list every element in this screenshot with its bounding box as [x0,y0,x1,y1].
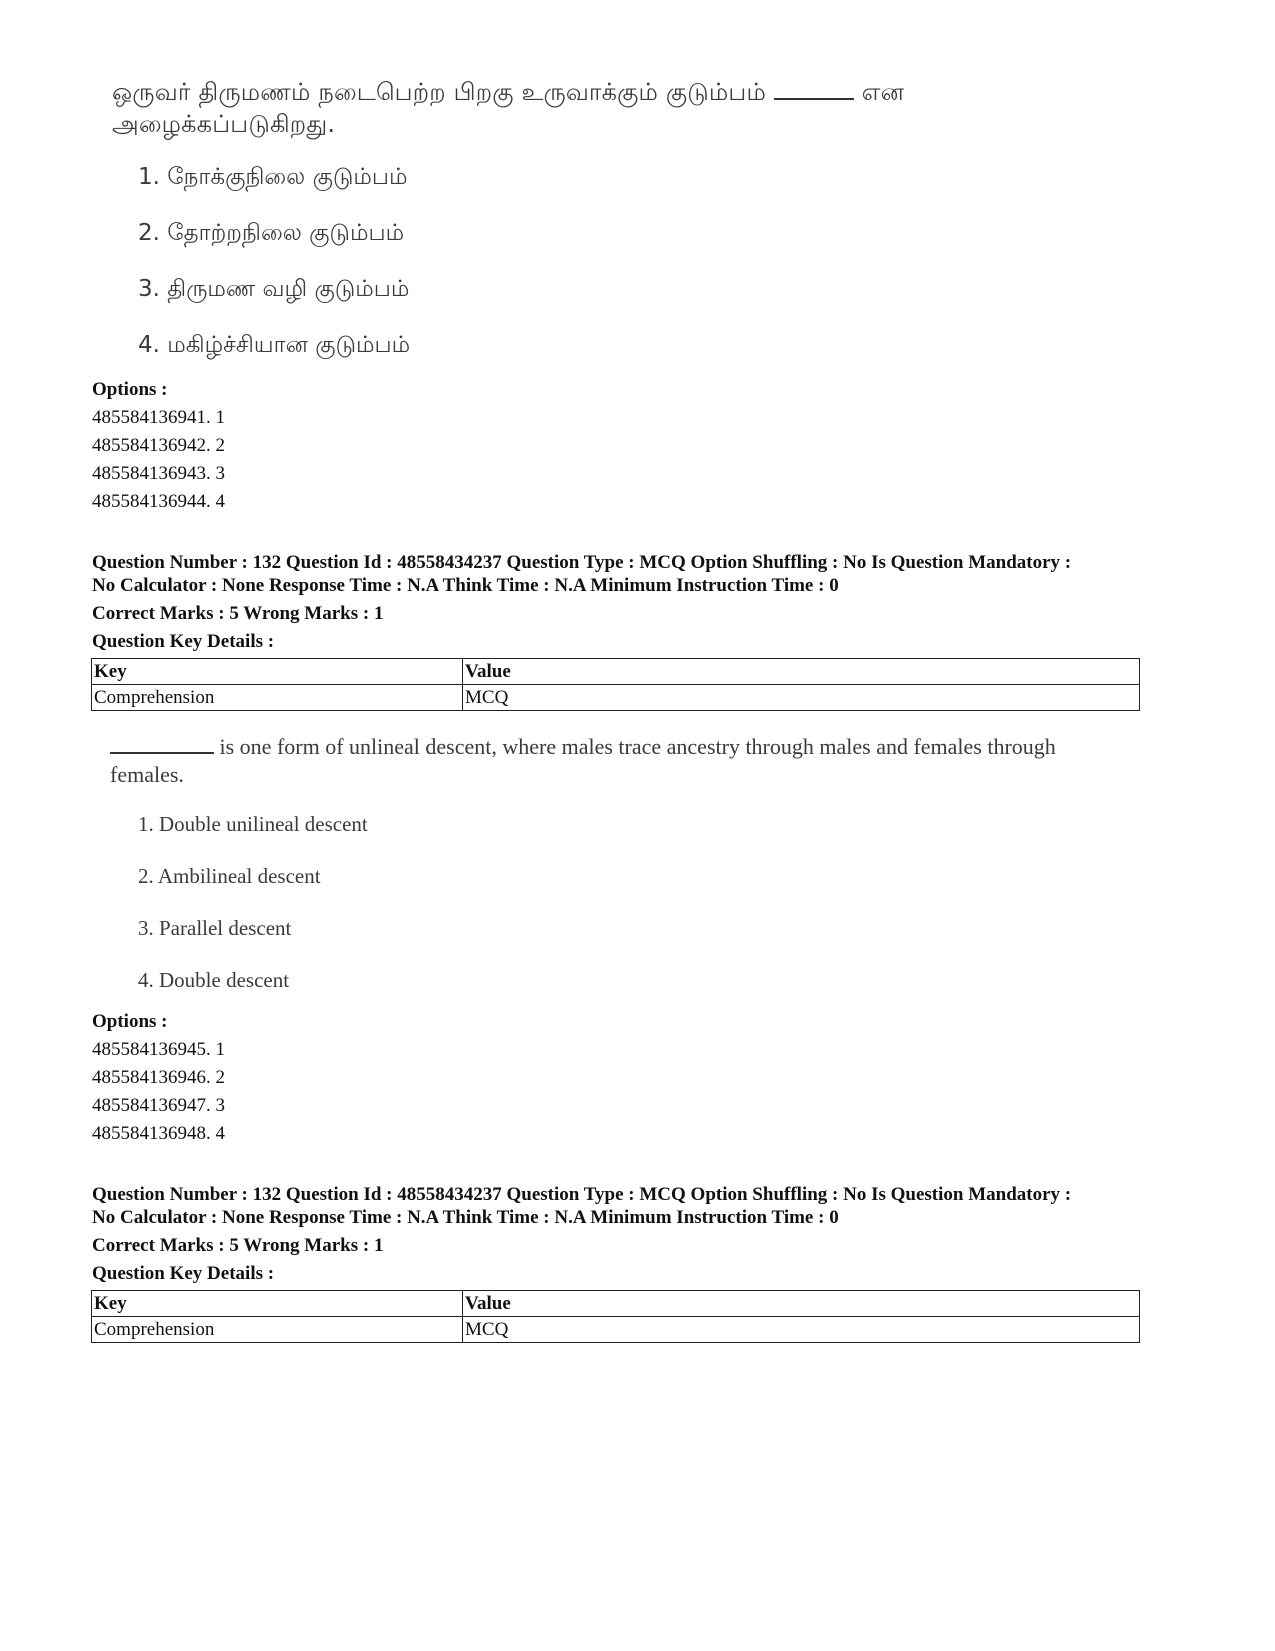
table-cell-key: Comprehension [92,685,463,711]
choice-item: 3. Parallel descent [138,916,292,940]
option-id-line: 485584136948. 4 [92,1123,225,1144]
question-stem-english [110,733,1130,789]
question-stem-text-end: என [861,78,905,106]
table-header-key: Key [92,659,463,685]
option-id-line: 485584136947. 3 [92,1095,225,1116]
question-meta-line-2: No Calculator : None Response Time : N.A Think Time : N.A Minimum Instruction Time : 0 [92,1207,839,1228]
table-row [92,1317,1140,1343]
options-label: Options : [92,1011,168,1032]
option-id-line: 485584136944. 4 [92,491,225,512]
key-details-label: Question Key Details : [92,1263,275,1284]
answer-blank [774,80,854,100]
options-label: Options : [92,379,168,400]
table-header-row [92,659,1140,685]
table-header-value: Value [463,1291,1140,1317]
question-stem-line-2: females. [110,762,184,787]
table-header-row [92,1291,1140,1317]
question-meta-line-2: No Calculator : None Response Time : N.A Think Time : N.A Minimum Instruction Time : 0 [92,575,839,596]
options-list [92,404,225,516]
table-row [92,685,1140,711]
marks-line: Correct Marks : 5 Wrong Marks : 1 [92,1235,384,1256]
table-cell-value: MCQ [463,1317,1140,1343]
question-stem-text: is one form of unlineal descent, where males trace ancestry through males and females through [219,734,1056,759]
option-id-line: 485584136943. 3 [92,463,225,484]
choice-item: 2. Ambilineal descent [138,864,321,888]
table-header-key: Key [92,1291,463,1317]
table-cell-key: Comprehension [92,1317,463,1343]
key-details-table [91,658,1140,711]
table-header-value: Value [463,659,1140,685]
question-stem-line-2: அழைக்கப்படுகிறது. [112,110,336,138]
question-meta-line-1: Question Number : 132 Question Id : 48558434237 Question Type : MCQ Option Shuffling : No Is Question Mandatory : [92,1184,1072,1205]
option-id-line: 485584136942. 2 [92,435,225,456]
choice-item: 2. தோற்றநிலை குடும்பம் [138,220,405,246]
question-stem-text: ஒருவர் திருமணம் நடைபெற்ற பிறகு உருவாக்கும் குடும்பம் [112,78,766,106]
question-stem-line-1 [110,733,1130,761]
marks-line: Correct Marks : 5 Wrong Marks : 1 [92,603,384,624]
key-details-table [91,1290,1140,1343]
choice-item: 1. நோக்குநிலை குடும்பம் [138,164,408,190]
table-cell-value: MCQ [463,685,1140,711]
choice-item: 3. திருமண வழி குடும்பம் [138,276,410,302]
question-stem-tamil [112,76,1112,140]
option-id-line: 485584136945. 1 [92,1039,225,1060]
choice-item: 4. மகிழ்ச்சியான குடும்பம் [138,332,411,358]
options-list [92,1036,225,1148]
question-meta-line-1: Question Number : 132 Question Id : 48558434237 Question Type : MCQ Option Shuffling : No Is Question Mandatory : [92,552,1072,573]
key-details-label: Question Key Details : [92,631,275,652]
question-stem-line-1 [112,76,1112,108]
choice-item: 4. Double descent [138,968,290,992]
answer-blank [110,734,214,754]
choice-item: 1. Double unilineal descent [138,812,368,836]
option-id-line: 485584136941. 1 [92,407,225,428]
option-id-line: 485584136946. 2 [92,1067,225,1088]
